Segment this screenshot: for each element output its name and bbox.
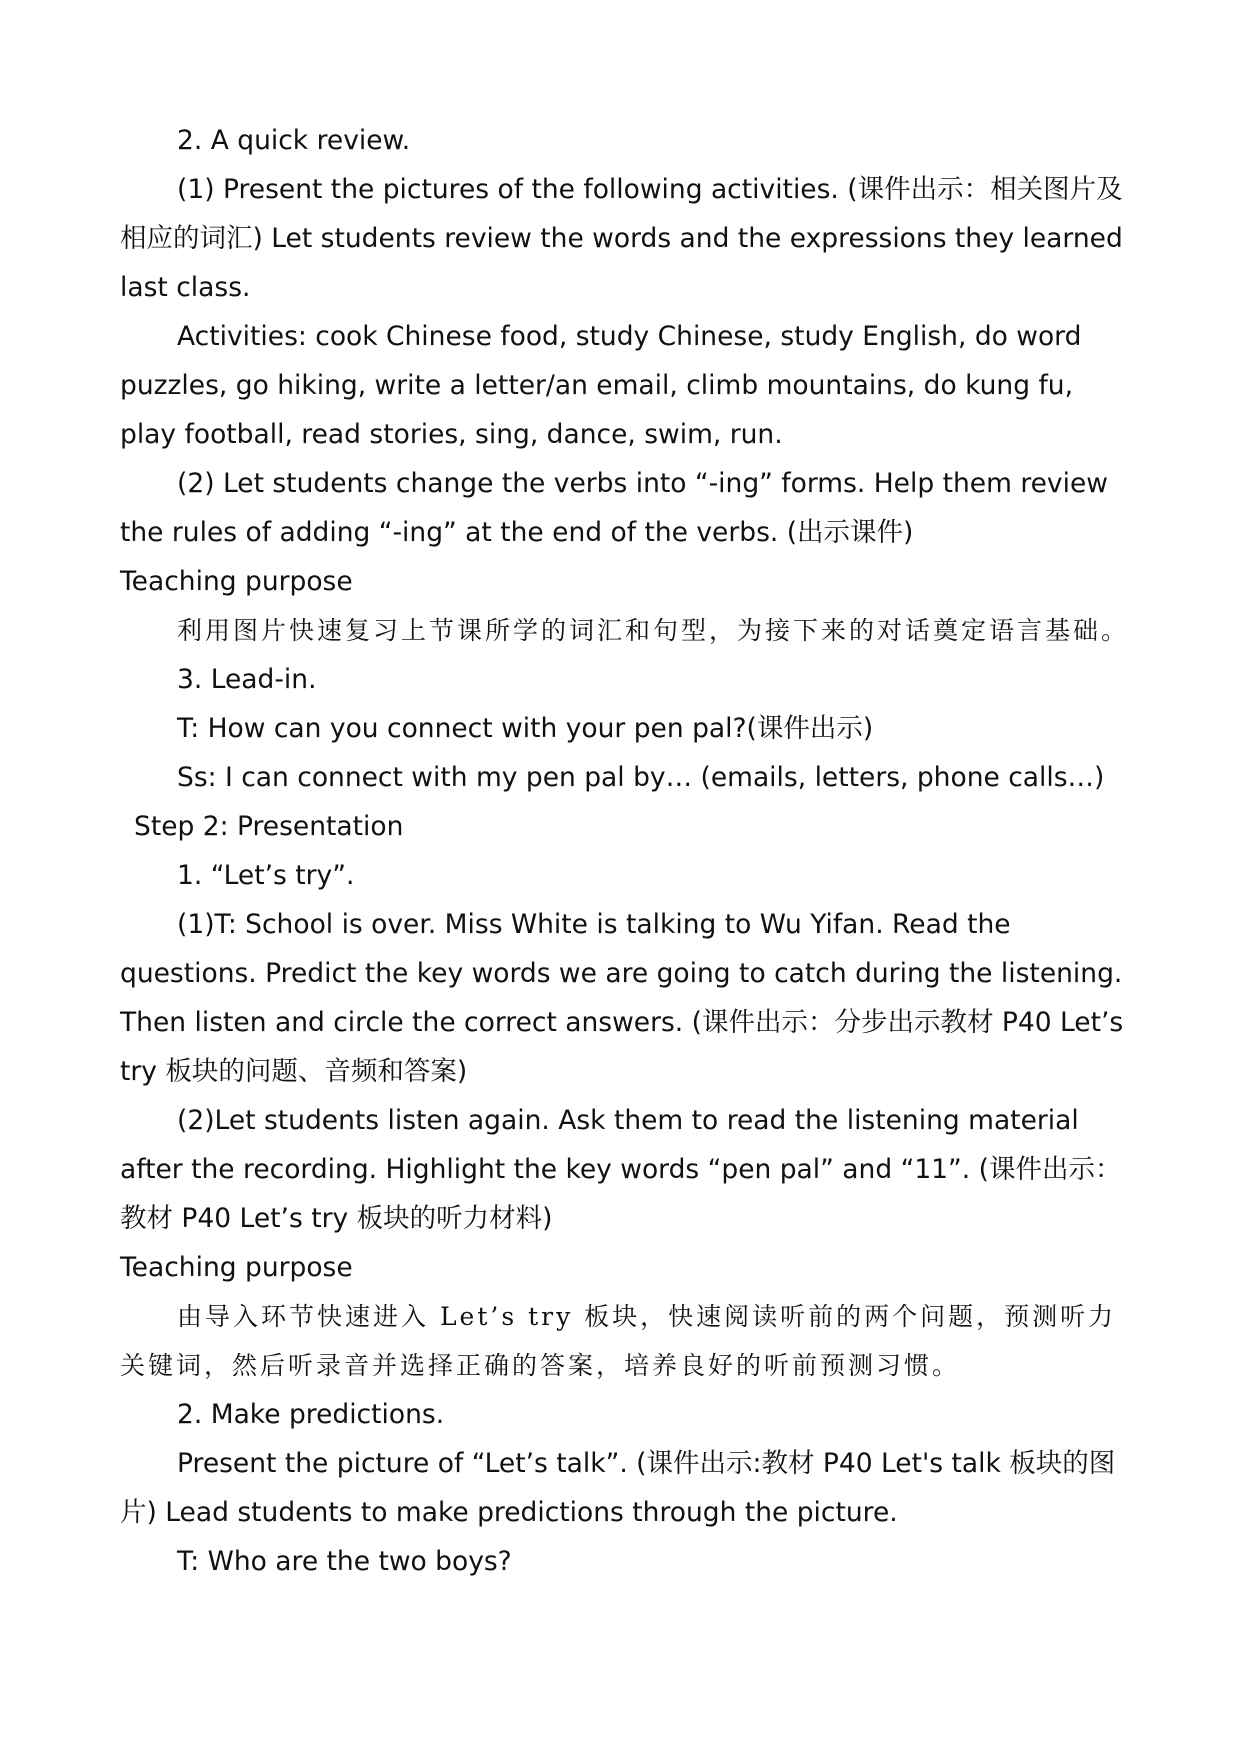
teacher-question-pen-pal: T: How can you connect with your pen pal?(课件出示) (177, 713, 874, 744)
section-heading-lead-in: 3. Lead-in. (177, 664, 317, 695)
paragraph-lets-try-2: (2)Let students listen again. Ask them to read the listening material after the recording. Highlight the key words “pen pal” and “11”. (课件出示：教材 P40 Let’s try 板块的听力材料) (120, 1105, 1122, 1234)
paragraph-present-pictures: (1) Present the pictures of the following activities. (课件出示：相关图片及相应的词汇) Let students review the words and the expressions they learned last class. (120, 174, 1123, 303)
paragraph-activities: Activities: cook Chinese food, study Chinese, study English, do word puzzles, go hiking, write a letter/an email, climb mountains, do kung fu, play football, read stories, sing, dance, swim, run. (120, 321, 1082, 450)
paragraph-lets-talk-picture: Present the picture of “Let’s talk”. (课件出示:教材 P40 Let's talk 板块的图片) Lead students to make predictions through the picture. (120, 1448, 1116, 1528)
teaching-purpose-text-2: 由导入环节快速进入 Let’s try 板块，快速阅读听前的两个问题，预测听力关键词，然后听录音并选择正确的答案，培养良好的听前预测习惯。 (120, 1302, 1117, 1380)
teaching-purpose-heading-2: Teaching purpose (120, 1252, 353, 1283)
step-heading-presentation: Step 2: Presentation (134, 811, 404, 842)
paragraph-lets-try-1: (1)T: School is over. Miss White is talking to Wu Yifan. Read the questions. Predict the key words we are going to catch during the listening. Then listen and circle the correct answers. (课件出示：分步出示教材 P40 Let’s try 板块的问题、音频和答案) (120, 909, 1124, 1087)
section-heading-predictions: 2. Make predictions. (177, 1399, 445, 1430)
teaching-purpose-text-1: 利用图片快速复习上节课所学的词汇和句型，为接下来的对话奠定语言基础。 (177, 616, 1130, 645)
document-page (120, 116, 1130, 1586)
teaching-purpose-heading-1: Teaching purpose (120, 566, 353, 597)
paragraph-ing-forms: (2) Let students change the verbs into “-ing” forms. Help them review the rules of adding “-ing” at the end of the verbs. (出示课件) (120, 468, 1108, 548)
teacher-question-two-boys: T: Who are the two boys? (177, 1546, 512, 1577)
section-heading-quick-review: 2. A quick review. (177, 125, 411, 156)
section-heading-lets-try: 1. “Let’s try”. (177, 860, 355, 891)
student-answer-pen-pal: Ss: I can connect with my pen pal by… (emails, letters, phone calls…) (177, 762, 1105, 793)
